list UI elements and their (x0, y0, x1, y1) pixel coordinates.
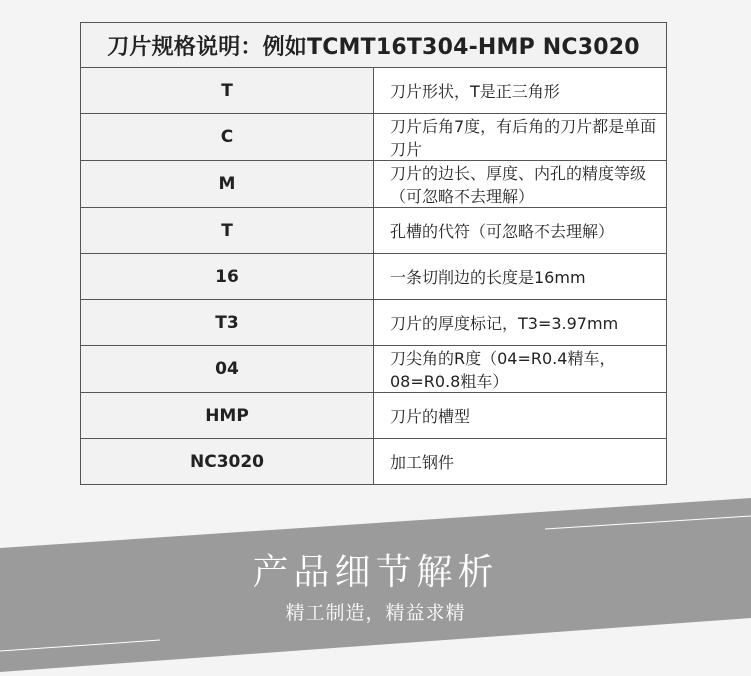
product-detail-banner (0, 482, 751, 676)
row-description: 一条切削边的长度是16mm (374, 254, 667, 300)
row-code: T (81, 208, 374, 254)
row-description: 刀片的槽型 (374, 393, 667, 439)
row-code: 16 (81, 254, 374, 300)
row-code: 04 (81, 346, 374, 393)
table-row (81, 208, 667, 254)
row-code: NC3020 (81, 439, 374, 485)
row-description: 加工钢件 (374, 439, 667, 485)
spec-table (80, 22, 667, 485)
row-code: M (81, 161, 374, 208)
table-row (81, 254, 667, 300)
row-code: T (81, 68, 374, 114)
table-row (81, 161, 667, 208)
table-row (81, 393, 667, 439)
row-description: 刀片后角7度，有后角的刀片都是单面刀片 (374, 114, 667, 161)
row-description: 孔槽的代符（可忽略不去理解） (374, 208, 667, 254)
row-description: 刀片的厚度标记，T3=3.97mm (374, 300, 667, 346)
table-title: 刀片规格说明：例如TCMT16T304-HMP NC3020 (81, 23, 667, 68)
table-row (81, 68, 667, 114)
banner-subtitle: 精工制造，精益求精 (285, 602, 466, 624)
row-code: T3 (81, 300, 374, 346)
row-code: C (81, 114, 374, 161)
table-header-row (81, 23, 667, 68)
table-row (81, 346, 667, 393)
banner-title: 产品细节解析 (252, 552, 499, 593)
row-code: HMP (81, 393, 374, 439)
table-row (81, 300, 667, 346)
table-row (81, 114, 667, 161)
row-description: 刀片的边长、厚度、内孔的精度等级（可忽略不去理解） (374, 161, 667, 208)
row-description: 刀尖角的R度（04=R0.4精车，08=R0.8粗车） (374, 346, 667, 393)
row-description: 刀片形状，T是正三角形 (374, 68, 667, 114)
table-row (81, 439, 667, 485)
